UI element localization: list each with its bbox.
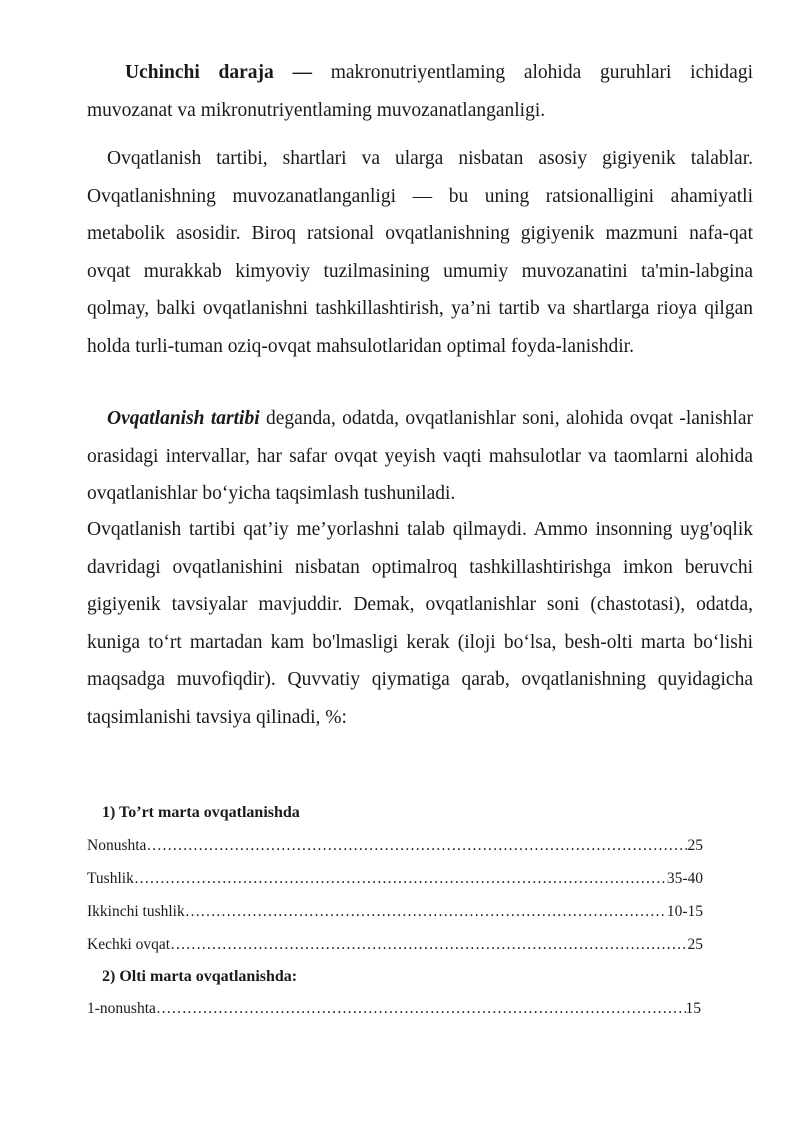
meal-label: Ikkinchi tushlik: [87, 903, 185, 920]
paragraph-text: Ovqatlanish tartibi qat’iy me’yorlashni talab qilmaydi. Ammo insonning uyg'oqlik davridagi ovqatlanishini nisbatan optimalroq tashkillashtirishga imkon beruvchi gigiyenik tavsiyalar mavjuddir. Demak, ovqatlanishlar soni (chastotasi), odatda, kuniga to‘rt martadan kam bo'lmasligi kerak (iloji bo‘lsa, besh-olti marta bo‘lishi maqsadga muvofiqdir). Quvvatiy qiymatiga qarab, ovqatlanishning quyidagicha taqsimlanishi tavsiya qilinadi, %:: [87, 519, 753, 728]
list-item: [87, 837, 703, 855]
leader-dots: [170, 936, 687, 954]
meal-percent: 10-15: [666, 903, 703, 920]
leader-dots: [134, 870, 667, 888]
meal-label: Tushlik: [87, 870, 134, 887]
paragraph-regime-definition: [87, 400, 753, 513]
list-item: [87, 903, 703, 921]
meal-percent: 15: [685, 1000, 701, 1017]
leader-dots: [185, 903, 667, 921]
list-item: [87, 870, 703, 888]
meal-percent: 35-40: [666, 870, 703, 887]
paragraph-lead-bold-italic: Ovqatlanish tartibi: [107, 408, 260, 429]
meal-percent: 25: [687, 936, 703, 953]
list-heading-four-meals: 1) To’rt marta ovqatlanishda: [102, 804, 300, 821]
paragraph-recommendations: [87, 511, 753, 736]
meal-label: Kechki ovqat: [87, 936, 171, 953]
meal-percent: 25: [687, 837, 703, 854]
paragraph-level-three: [87, 54, 753, 129]
paragraph-lead-bold: Uchinchi daraja —: [125, 62, 312, 83]
paragraph-text: deganda, odatda, ovqatlanishlar soni, alohida ovqat -lanishlar orasidagi intervallar, har safar ovqat yeyish vaqti mahsulotlar va taomlarni alohida ovqatlanishlar bo‘yicha taqsimlash tushuniladi.: [87, 408, 754, 504]
paragraph-text: makronutriyentlaming alohida guruhlari ichidagi muvozanat va mikronutriyentlaming muvozanatlanganligi.: [87, 62, 753, 121]
meal-label: 1-nonushta: [87, 1000, 156, 1017]
paragraph-text: Ovqatlanish tartibi, shartlari va ularga nisbatan asosiy gigiyenik talablar. Ovqatlanishning muvozanatlanganligi — bu uning ratsionalligini ahamiyatli metabolik asosidir. Biroq ratsional ovqatlanishning gigiyenik mazmuni nafa-qat ovqat murakkab kimyoviy tuzilmasining umumiy muvozanatini ta'min-labgina qolmay, balki ovqatlanishni tashkillashtirish, ya’ni tartib va shartlarga rioya qilgan holda turli-tuman oziq-ovqat mahsulotlaridan optimal foyda-lanishdir.: [87, 148, 753, 357]
paragraph-nutrition-regime: [87, 140, 753, 365]
list-item: [87, 1000, 701, 1018]
leader-dots: [146, 837, 687, 855]
list-item: [87, 936, 703, 954]
meal-label: Nonushta: [87, 837, 147, 854]
leader-dots: [156, 1000, 686, 1018]
list-heading-six-meals: 2) Olti marta ovqatlanishda:: [102, 968, 298, 985]
